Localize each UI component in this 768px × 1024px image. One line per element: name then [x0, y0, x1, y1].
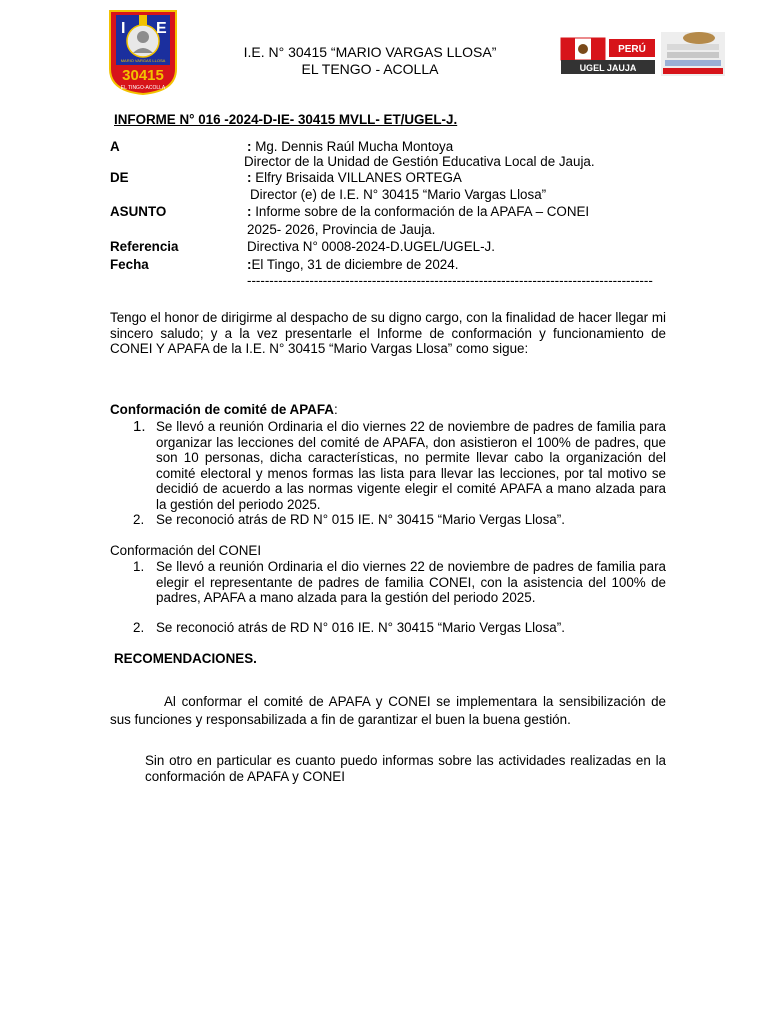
logo-letter-i: I: [121, 20, 126, 37]
colon: :: [247, 257, 252, 272]
ugel-logo: [557, 28, 729, 78]
label-de: DE: [110, 170, 129, 185]
report-title: INFORME N° 016 -2024-D-IE- 30415 MVLL- ET/UGEL-J.: [114, 112, 458, 127]
school-header: [220, 44, 520, 78]
conei-item-1: Se llevó a reunión Ordinaria el dio viernes 22 de noviembre de padres de familia para elegir el representante de padres de familia CONEI, con la asistencia del 100% de padres, APAFA a mano alzada para la gestión del periodo 2025.: [156, 559, 666, 605]
label-asunto: ASUNTO: [110, 204, 167, 219]
recomendaciones-heading: RECOMENDACIONES.: [114, 651, 257, 666]
header-line-2: EL TENGO - ACOLLA: [301, 61, 439, 77]
conei-item-2: Se reconoció atrás de RD N° 016 IE. N° 30415 “Mario Vergas Llosa”.: [156, 620, 565, 635]
logo-letter-e: E: [156, 20, 167, 37]
conei-item-1-num: 1.: [133, 559, 145, 574]
apafa-heading-colon: :: [333, 402, 338, 417]
ugel-label: UGEL JAUJA: [579, 63, 637, 73]
colon: :: [247, 170, 252, 185]
field-asunto-line-1: [247, 204, 589, 220]
conei-heading: Conformación del CONEI: [110, 543, 262, 558]
field-a-line-1: [247, 139, 453, 155]
colon: :: [247, 139, 252, 154]
school-logo: [108, 9, 178, 95]
apafa-item-2: Se reconoció atrás de RD N° 015 IE. N° 30415 “Mario Vergas Llosa”.: [156, 512, 565, 527]
field-fecha: [247, 257, 458, 273]
label-referencia: Referencia: [110, 239, 179, 254]
label-fecha: Fecha: [110, 257, 149, 272]
logo-place: EL TINGO-ACOLLA: [120, 85, 166, 91]
apafa-heading: [110, 402, 338, 417]
logo-arc-text: MARIO VARGAS LLOSA: [120, 58, 166, 63]
field-de-value: Elfry Brisaida VILLANES ORTEGA: [255, 170, 462, 185]
colon: :: [247, 204, 252, 219]
field-de-line-1: [247, 170, 462, 186]
closing-paragraph: Sin otro en particular es cuanto puedo informas sobre las actividades realizadas en la conformación de APAFA y CONEI: [145, 753, 666, 784]
logo-number: 30415: [122, 67, 164, 84]
separator-dashes: -------------------------------------------------------------------------------------------: [247, 273, 653, 288]
field-asunto-line-2: 2025- 2026, Provincia de Jauja.: [247, 222, 436, 237]
recomendaciones-paragraph: Al conformar el comité de APAFA y CONEI se implementara la sensibilización de sus funciones y responsabilizada a fin de garantizar el buen la buena gestión.: [110, 694, 666, 727]
field-referencia: Directiva N° 0008-2024-D.UGEL/UGEL-J.: [247, 239, 495, 254]
field-de-line-2: Director (e) de I.E. N° 30415 “Mario Vargas Llosa”: [250, 187, 547, 202]
apafa-heading-text: Conformación de comité de APAFA: [110, 402, 334, 417]
field-fecha-value: El Tingo, 31 de diciembre de 2024.: [251, 257, 459, 272]
apafa-item-1-num: 1.: [133, 418, 146, 435]
field-a-value: Mg. Dennis Raúl Mucha Montoya: [255, 139, 454, 154]
peru-label: PERÚ: [618, 44, 646, 55]
field-a-line-2: Director de la Unidad de Gestión Educativa Local de Jauja.: [244, 154, 595, 169]
field-asunto-value: Informe sobre de la conformación de la APAFA – CONEI: [255, 204, 590, 219]
header-line-1: I.E. N° 30415 “MARIO VARGAS LLOSA”: [243, 44, 497, 60]
intro-paragraph: Tengo el honor de dirigirme al despacho de su digno cargo, con la finalidad de hacer llegar mi sincero saludo; y a la vez presentarle el Informe de conformación y funcionamiento de CONEI Y APAFA de la I.E. N° 30415 “Mario Vargas Llosa” como sigue:: [110, 310, 666, 356]
apafa-item-1: Se llevó a reunión Ordinaria el dio viernes 22 de noviembre de padres de familia para organizar las lecciones del comité de APAFA, don asistieron el 100% de padres, que son 10 personas, dicha características, no permite llevar cabo la organización del comité electoral y menos formas las lista para llevar las lecciones, por tal motivo se decidió de acuerdo a las normas vigente elegir el comité APAFA a mano alzada para la gestión del periodo 2025.: [156, 419, 666, 512]
conei-item-2-num: 2.: [133, 620, 145, 635]
apafa-item-2-num: 2.: [133, 512, 145, 527]
label-a: A: [110, 139, 120, 154]
